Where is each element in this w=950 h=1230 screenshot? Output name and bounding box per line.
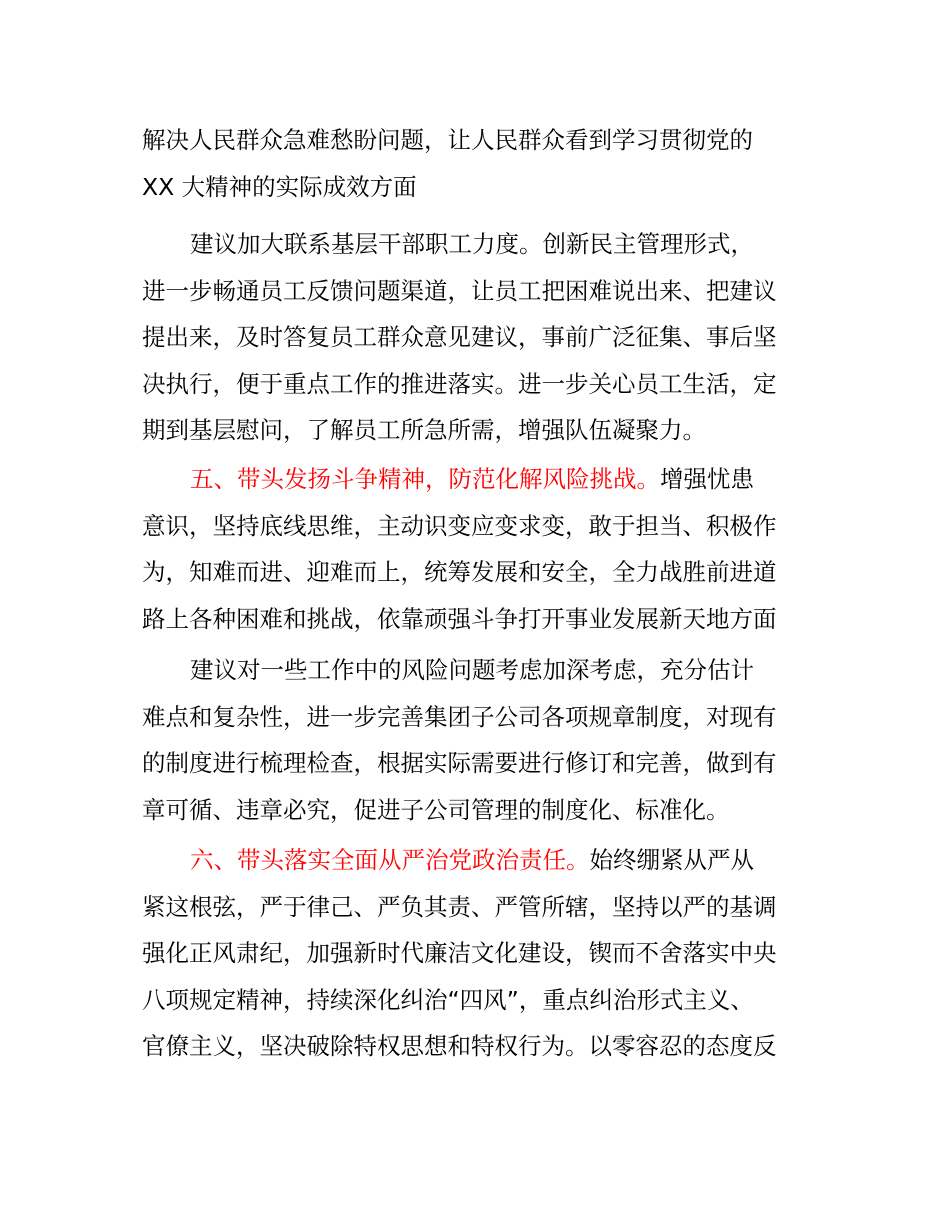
text-line: 强化正风肃纪，加强新时代廉洁文化建设，锲而不舍落实中央 xyxy=(142,939,777,968)
text-line: 难点和复杂性，进一步完善集团子公司各项规章制度，对现有 xyxy=(142,702,777,731)
text-line: 决执行，便于重点工作的推进落实。进一步关心员工生活，定 xyxy=(142,369,777,398)
text-line xyxy=(142,837,822,884)
paragraph-2 xyxy=(142,221,822,454)
text-run: 始终绷紧从严从 xyxy=(589,846,754,874)
text-line: 进一步畅通员工反馈问题渠道，让员工把困难说出来、把建议 xyxy=(142,276,777,305)
paragraph-4 xyxy=(142,647,822,833)
section-heading-five: 五、带头发扬斗争精神，防范化解风险挑战。 xyxy=(190,465,660,493)
text-line: XX 大精神的实际成效方面 xyxy=(142,172,417,201)
text-line: 解决人民群众急难愁盼问题，让人民群众看到学习贯彻党的 xyxy=(142,126,753,154)
text-line: 为，知难而进、迎难而上，统筹发展和安全，全力战胜前进道 xyxy=(142,558,777,587)
paragraph-3 xyxy=(142,456,822,642)
text-line: 提出来，及时答复员工群众意见建议，事前广泛征集、事后坚 xyxy=(142,323,777,352)
text-line: 官僚主义，坚决破除特权思想和特权行为。以零容忍的态度反 xyxy=(142,1032,777,1061)
text-line: 建议对一些工作中的风险问题考虑加深考虑，充分估计 xyxy=(190,656,754,684)
text-line: 八项规定精神，持续深化纠治“四风”，重点纠治形式主义、 xyxy=(142,985,754,1014)
text-line: 建议加大联系基层干部职工力度。创新民主管理形式， xyxy=(190,230,754,258)
text-line: 期到基层慰问，了解员工所急所需，增强队伍凝聚力。 xyxy=(142,416,706,445)
text-line xyxy=(142,456,822,503)
section-heading-six: 六、带头落实全面从严治党政治责任。 xyxy=(190,846,590,874)
text-line: 紧这根弦，严于律己、严负其责、严管所辖，坚持以严的基调 xyxy=(142,892,777,921)
text-run: 增强忧患 xyxy=(660,465,754,493)
text-line: 路上各种困难和挑战，依靠顽强斗争打开事业发展新天地方面 xyxy=(142,604,777,633)
paragraph-5 xyxy=(142,837,822,1070)
text-line: 意识，坚持底线思维，主动识变应变求变，敢于担当、积极作 xyxy=(142,511,777,540)
paragraph-1 xyxy=(142,117,822,210)
text-line: 章可循、违章必究，促进子公司管理的制度化、标准化。 xyxy=(142,795,730,824)
text-line: 的制度进行梳理检查，根据实际需要进行修订和完善，做到有 xyxy=(142,749,777,778)
